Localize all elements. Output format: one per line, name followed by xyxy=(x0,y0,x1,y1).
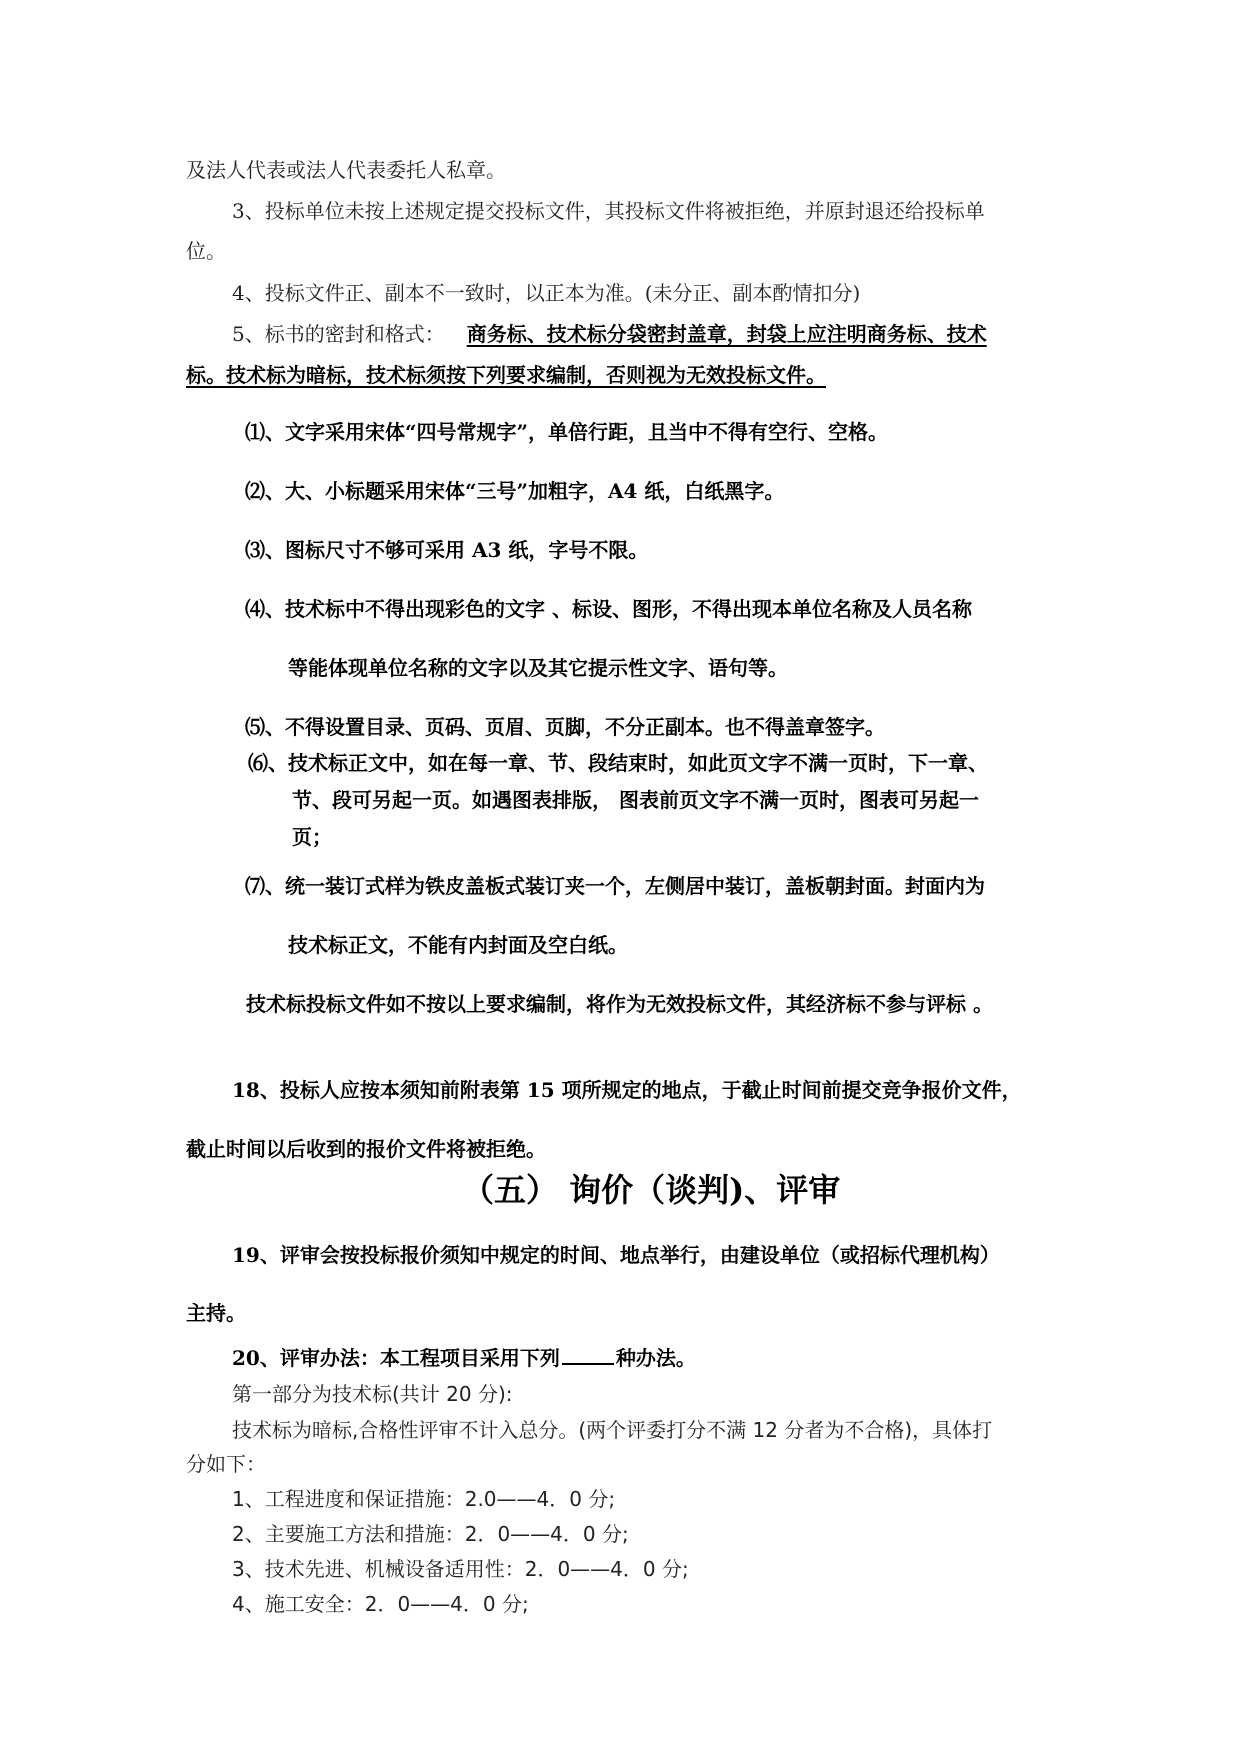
requirement-3: ⑶、图标尺寸不够可采用 A3 纸，字号不限。 xyxy=(245,538,649,562)
item-19-cont: 主持。 xyxy=(186,1301,246,1325)
scoring-description-cont: 分如下： xyxy=(186,1452,266,1476)
requirement-7: ⑺、统一装订式样为铁皮盖板式装订夹一个，左侧居中装订，盖板朝封面。封面内为 xyxy=(245,874,985,898)
item-20 xyxy=(232,1343,696,1370)
item-5-underlined-2: 标。技术标为暗标，技术标须按下列要求编制，否则视为无效投标文件。 xyxy=(186,363,826,387)
item-5-prefix: 5、标书的密封和格式： xyxy=(232,322,445,346)
requirement-4-cont: 等能体现单位名称的文字以及其它提示性文字、语句等。 xyxy=(288,656,788,680)
scoring-description: 技术标为暗标,合格性评审不计入总分。(两个评委打分不满 12 分者为不合格)，具体打 xyxy=(232,1418,993,1442)
item-18-cont: 截止时间以后收到的报价文件将被拒绝。 xyxy=(186,1137,546,1161)
scoring-item-3: 3、技术先进、机械设备适用性：2．0——4．0 分; xyxy=(232,1557,689,1581)
requirement-2: ⑵、大、小标题采用宋体“三号”加粗字，A4 纸，白纸黑字。 xyxy=(245,479,785,503)
requirement-5: ⑸、不得设置目录、页码、页眉、页脚，不分正副本。也不得盖章签字。 xyxy=(245,715,885,739)
paragraph-item-3: 3、投标单位未按上述规定提交投标文件，其投标文件将被拒绝，并原封退还给投标单 xyxy=(232,199,985,223)
paragraph-item-3-cont: 位。 xyxy=(186,239,226,263)
fill-in-blank xyxy=(562,1343,614,1365)
requirement-1: ⑴、文字采用宋体“四号常规字”，单倍行距，且当中不得有空行、空格。 xyxy=(245,420,889,444)
requirement-4: ⑷、技术标中不得出现彩色的文字 、标设、图形，不得出现本单位名称及人员名称 xyxy=(245,597,972,621)
scoring-item-2: 2、主要施工方法和措施：2．0——4．0 分; xyxy=(232,1522,629,1546)
paragraph-item-4: 4、投标文件正、副本不一致时，以正本为准。(未分正、副本酌情扣分) xyxy=(232,281,861,305)
paragraph-continuation: 及法人代表或法人代表委托人私章。 xyxy=(186,158,506,182)
paragraph-item-5 xyxy=(232,322,987,346)
item-18: 18、投标人应按本须知前附表第 15 项所规定的地点，于截止时间前提交竞争报价文件， xyxy=(232,1078,1022,1102)
requirement-7-cont: 技术标正文，不能有内封面及空白纸。 xyxy=(288,933,628,957)
requirements-note: 技术标投标文件如不按以上要求编制，将作为无效投标文件，其经济标不参与评标 。 xyxy=(246,992,993,1016)
item-20-suffix: 种办法。 xyxy=(615,1346,696,1370)
section-heading: （五） 询价（谈判)、评审 xyxy=(462,1171,841,1209)
scoring-item-4: 4、施工安全：2．0——4．0 分; xyxy=(232,1592,529,1616)
scoring-part-1: 第一部分为技术标(共计 20 分): xyxy=(232,1382,513,1406)
requirement-6: ⑹、技术标正文中，如在每一章、节、段结束时，如此页文字不满一页时，下一章、 xyxy=(248,751,988,775)
scoring-item-1: 1、工程进度和保证措施：2.0——4．0 分; xyxy=(232,1487,616,1511)
item-20-prefix: 20、评审办法：本工程项目采用下列 xyxy=(232,1346,560,1370)
requirement-6-cont: 节、段可另起一页。如遇图表排版， 图表前页文字不满一页时，图表可另起一 xyxy=(292,788,979,812)
requirement-6-cont2: 页； xyxy=(292,825,332,849)
item-19: 19、评审会按投标报价须知中规定的时间、地点举行，由建设单位（或招标代理机构） xyxy=(232,1243,1000,1267)
item-5-underlined-1: 商务标、技术标分袋密封盖章，封袋上应注明商务标、技术 xyxy=(466,322,987,346)
